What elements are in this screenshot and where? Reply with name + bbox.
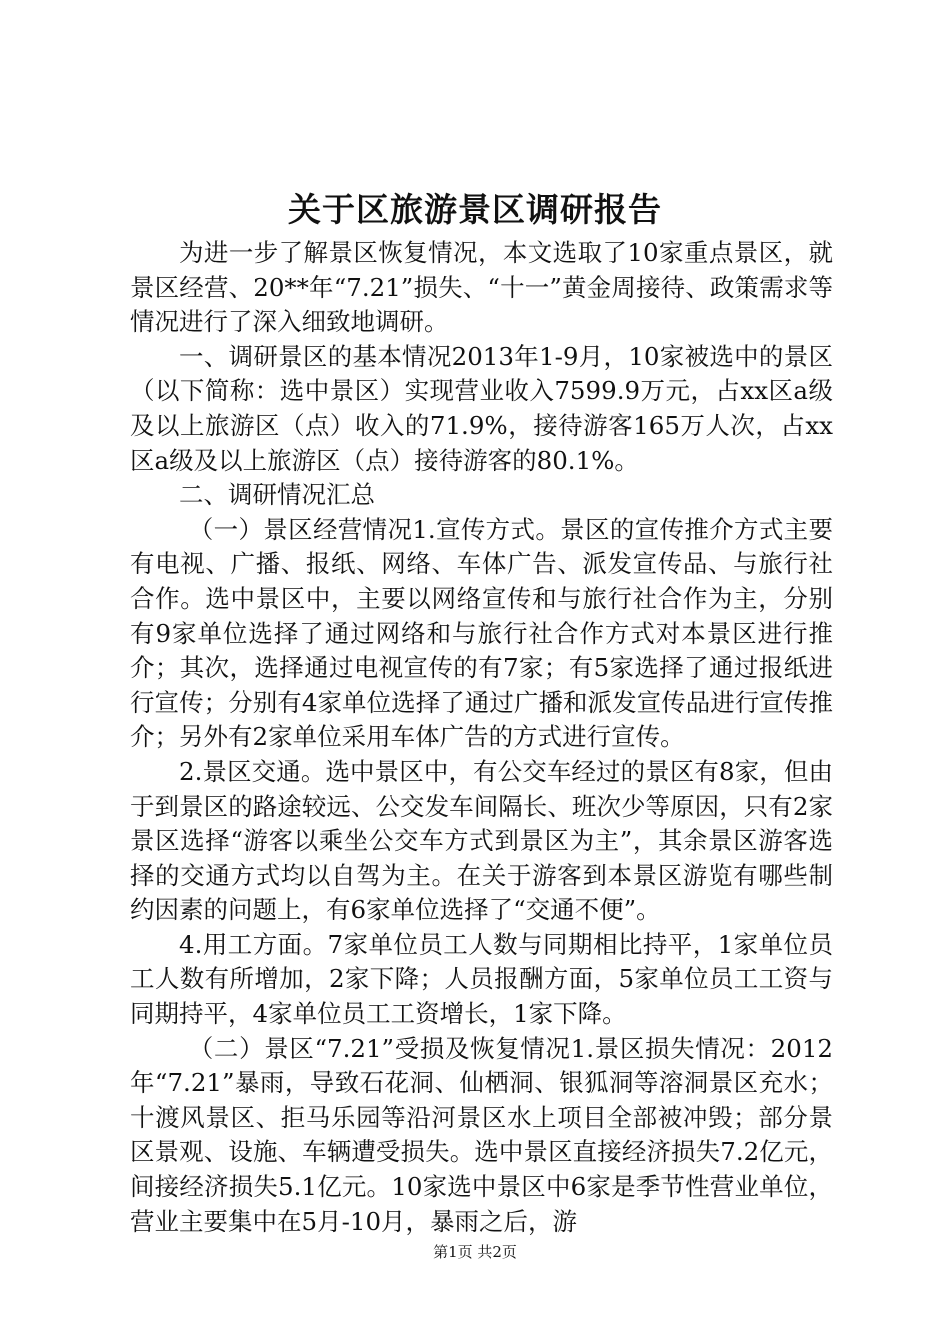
paragraph-operations: （一）景区经营情况1.宣传方式。景区的宣传推介方式主要有电视、广播、报纸、网络、车体广告、派发宣传品、与旅行社合作。选中景区中，主要以网络宣传和与旅行社合作为主，分别有9家单位选择了通过网络和与旅行社合作方式对本景区进行推介；其次，选择通过电视宣传的有7家；有5家选择了通过报纸进行宣传；分别有4家单位选择了通过广播和派发宣传品进行宣传推介；另外有2家单位采用车体广告的方式进行宣传。 [130,514,833,752]
page-footer: 第1页 共2页 [433,1243,517,1261]
document-body [130,236,833,1239]
paragraph-basic-info: 一、调研景区的基本情况2013年1-9月，10家被选中的景区（以下简称：选中景区）实现营业收入7599.9万元，占xx区a级及以上旅游区（点）收入的71.9%，接待游客165万人次，占xx区a级及以上旅游区（点）接待游客的80.1%。 [130,341,833,475]
document-title: 关于区旅游景区调研报告 [288,190,662,229]
paragraph-damage: （二）景区“7.21”受损及恢复情况1.景区损失情况：2012年“7.21”暴雨，导致石花洞、仙栖洞、银狐洞等溶洞景区充水；十渡风景区、拒马乐园等沿河景区水上项目全部被冲毁；部分景区景观、设施、车辆遭受损失。选中景区直接经济损失7.2亿元，间接经济损失5.1亿元。10家选中景区中6家是季节性营业单位，营业主要集中在5月-10月，暴雨之后，游 [130,1033,833,1236]
paragraph-employment: 4.用工方面。7家单位员工人数与同期相比持平，1家单位员工人数有所增加，2家下降；人员报酬方面，5家单位员工工资与同期持平，4家单位员工工资增长，1家下降。 [130,929,833,1029]
paragraph-intro: 为进一步了解景区恢复情况，本文选取了10家重点景区，就景区经营、20**年“7.21”损失、“十一”黄金周接待、政策需求等情况进行了深入细致地调研。 [130,238,833,337]
paragraph-summary-heading: 二、调研情况汇总 [179,480,375,510]
paragraph-transport: 2.景区交通。选中景区中，有公交车经过的景区有8家，但由于到景区的路途较远、公交发车间隔长、班次少等原因，只有2家景区选择“游客以乘坐公交车方式到景区为主”，其余景区游客选择的交通方式均以自驾为主。在关于游客到本景区游览有哪些制约因素的问题上，有6家单位选择了“交通不便”。 [130,756,833,925]
